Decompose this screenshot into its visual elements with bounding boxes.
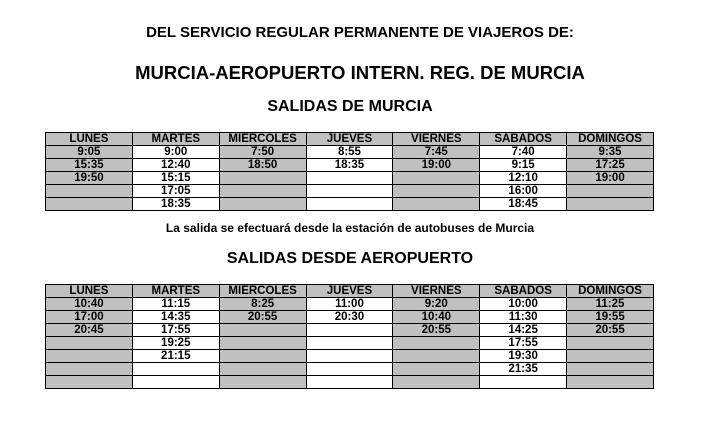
departure-time-cell: 20:30 bbox=[306, 311, 393, 324]
schedule-row bbox=[46, 350, 654, 363]
departure-time-cell: 12:10 bbox=[480, 172, 567, 185]
schedule-row bbox=[46, 376, 654, 389]
departure-time-cell: 10:40 bbox=[393, 311, 480, 324]
departure-time-cell: 12:40 bbox=[132, 159, 219, 172]
departure-time-cell bbox=[567, 185, 654, 198]
departure-time-cell bbox=[219, 198, 306, 211]
day-header: MIERCOLES bbox=[219, 133, 306, 146]
departure-time-cell bbox=[567, 350, 654, 363]
day-header: VIERNES bbox=[393, 133, 480, 146]
departure-time-cell bbox=[393, 185, 480, 198]
departure-time-cell: 20:45 bbox=[46, 324, 133, 337]
departure-time-cell bbox=[306, 337, 393, 350]
departure-time-cell: 19:25 bbox=[132, 337, 219, 350]
section-title-murcia: SALIDAS DE MURCIA bbox=[267, 98, 433, 115]
departure-time-cell bbox=[219, 376, 306, 389]
schedule-table-aeropuerto bbox=[45, 284, 654, 389]
departure-time-cell: 18:50 bbox=[219, 159, 306, 172]
departure-time-cell: 18:35 bbox=[306, 159, 393, 172]
departure-time-cell: 11:00 bbox=[306, 298, 393, 311]
departure-time-cell bbox=[306, 376, 393, 389]
departure-time-cell bbox=[393, 198, 480, 211]
departure-time-cell: 18:45 bbox=[480, 198, 567, 211]
departure-time-cell: 17:55 bbox=[132, 324, 219, 337]
departure-time-cell: 11:15 bbox=[132, 298, 219, 311]
departure-time-cell bbox=[46, 350, 133, 363]
departure-time-cell bbox=[306, 324, 393, 337]
departure-note: La salida se efectuará desde la estación de autobuses de Murcia bbox=[165, 221, 535, 235]
day-header: VIERNES bbox=[393, 285, 480, 298]
departure-time-cell: 17:55 bbox=[480, 337, 567, 350]
departure-time-cell: 9:05 bbox=[46, 146, 133, 159]
departure-time-cell: 11:30 bbox=[480, 311, 567, 324]
schedule-row bbox=[46, 363, 654, 376]
departure-time-cell bbox=[46, 363, 133, 376]
departure-time-cell bbox=[567, 376, 654, 389]
departure-time-cell: 10:40 bbox=[46, 298, 133, 311]
departure-time-cell: 19:00 bbox=[393, 159, 480, 172]
departure-time-cell bbox=[46, 376, 133, 389]
departure-time-cell: 7:50 bbox=[219, 146, 306, 159]
schedule-row bbox=[46, 337, 654, 350]
schedule-row bbox=[46, 172, 654, 185]
schedule-row bbox=[46, 311, 654, 324]
departure-time-cell: 7:40 bbox=[480, 146, 567, 159]
departure-time-cell bbox=[393, 350, 480, 363]
departure-time-cell bbox=[393, 172, 480, 185]
departure-time-cell bbox=[132, 363, 219, 376]
departure-time-cell bbox=[567, 337, 654, 350]
departure-time-cell: 14:25 bbox=[480, 324, 567, 337]
departure-time-cell: 14:35 bbox=[132, 311, 219, 324]
departure-time-cell: 16:00 bbox=[480, 185, 567, 198]
departure-time-cell: 20:55 bbox=[393, 324, 480, 337]
day-header: LUNES bbox=[46, 285, 133, 298]
day-header: DOMINGOS bbox=[567, 133, 654, 146]
departure-time-cell: 11:25 bbox=[567, 298, 654, 311]
schedule-row bbox=[46, 159, 654, 172]
departure-time-cell bbox=[306, 198, 393, 211]
departure-time-cell: 10:00 bbox=[480, 298, 567, 311]
departure-time-cell bbox=[219, 350, 306, 363]
departure-time-cell: 15:35 bbox=[46, 159, 133, 172]
departure-time-cell bbox=[306, 185, 393, 198]
departure-time-cell bbox=[219, 363, 306, 376]
schedule-row bbox=[46, 146, 654, 159]
departure-time-cell: 20:55 bbox=[567, 324, 654, 337]
departure-time-cell: 17:05 bbox=[132, 185, 219, 198]
departure-time-cell: 21:15 bbox=[132, 350, 219, 363]
departure-time-cell bbox=[219, 337, 306, 350]
departure-time-cell bbox=[46, 185, 133, 198]
departure-time-cell bbox=[219, 324, 306, 337]
departure-time-cell bbox=[219, 185, 306, 198]
departure-time-cell: 19:00 bbox=[567, 172, 654, 185]
departure-time-cell bbox=[306, 363, 393, 376]
departure-time-cell bbox=[480, 376, 567, 389]
departure-time-cell: 15:15 bbox=[132, 172, 219, 185]
departure-time-cell: 9:20 bbox=[393, 298, 480, 311]
schedule-row bbox=[46, 324, 654, 337]
departure-time-cell bbox=[46, 337, 133, 350]
departure-time-cell bbox=[393, 363, 480, 376]
departure-time-cell: 21:35 bbox=[480, 363, 567, 376]
day-header: MARTES bbox=[132, 133, 219, 146]
departure-time-cell: 17:25 bbox=[567, 159, 654, 172]
day-header: JUEVES bbox=[306, 133, 393, 146]
departure-time-cell: 8:55 bbox=[306, 146, 393, 159]
departure-time-cell: 7:45 bbox=[393, 146, 480, 159]
departure-time-cell bbox=[393, 337, 480, 350]
departure-time-cell bbox=[567, 198, 654, 211]
schedule-row bbox=[46, 298, 654, 311]
schedule-row bbox=[46, 185, 654, 198]
day-header: DOMINGOS bbox=[567, 285, 654, 298]
service-heading: DEL SERVICIO REGULAR PERMANENTE DE VIAJEROS DE: bbox=[146, 24, 574, 41]
day-header: MIERCOLES bbox=[219, 285, 306, 298]
day-header: MARTES bbox=[132, 285, 219, 298]
departure-time-cell: 19:30 bbox=[480, 350, 567, 363]
departure-time-cell: 9:15 bbox=[480, 159, 567, 172]
route-title: MURCIA-AEROPUERTO INTERN. REG. DE MURCIA bbox=[135, 62, 585, 83]
day-header: LUNES bbox=[46, 133, 133, 146]
schedule-table-murcia bbox=[45, 132, 654, 211]
departure-time-cell bbox=[46, 198, 133, 211]
section-title-aeropuerto: SALIDAS DESDE AEROPUERTO bbox=[226, 250, 474, 267]
departure-time-cell: 9:35 bbox=[567, 146, 654, 159]
departure-time-cell: 18:35 bbox=[132, 198, 219, 211]
departure-time-cell: 8:25 bbox=[219, 298, 306, 311]
departure-time-cell: 19:50 bbox=[46, 172, 133, 185]
departure-time-cell: 17:00 bbox=[46, 311, 133, 324]
departure-time-cell bbox=[306, 172, 393, 185]
departure-time-cell bbox=[393, 376, 480, 389]
day-header: SABADOS bbox=[480, 133, 567, 146]
departure-time-cell: 19:55 bbox=[567, 311, 654, 324]
departure-time-cell bbox=[567, 363, 654, 376]
departure-time-cell bbox=[306, 350, 393, 363]
departure-time-cell: 9:00 bbox=[132, 146, 219, 159]
schedule-row bbox=[46, 198, 654, 211]
departure-time-cell bbox=[132, 376, 219, 389]
departure-time-cell bbox=[219, 172, 306, 185]
departure-time-cell: 20:55 bbox=[219, 311, 306, 324]
day-header: SABADOS bbox=[480, 285, 567, 298]
day-header: JUEVES bbox=[306, 285, 393, 298]
